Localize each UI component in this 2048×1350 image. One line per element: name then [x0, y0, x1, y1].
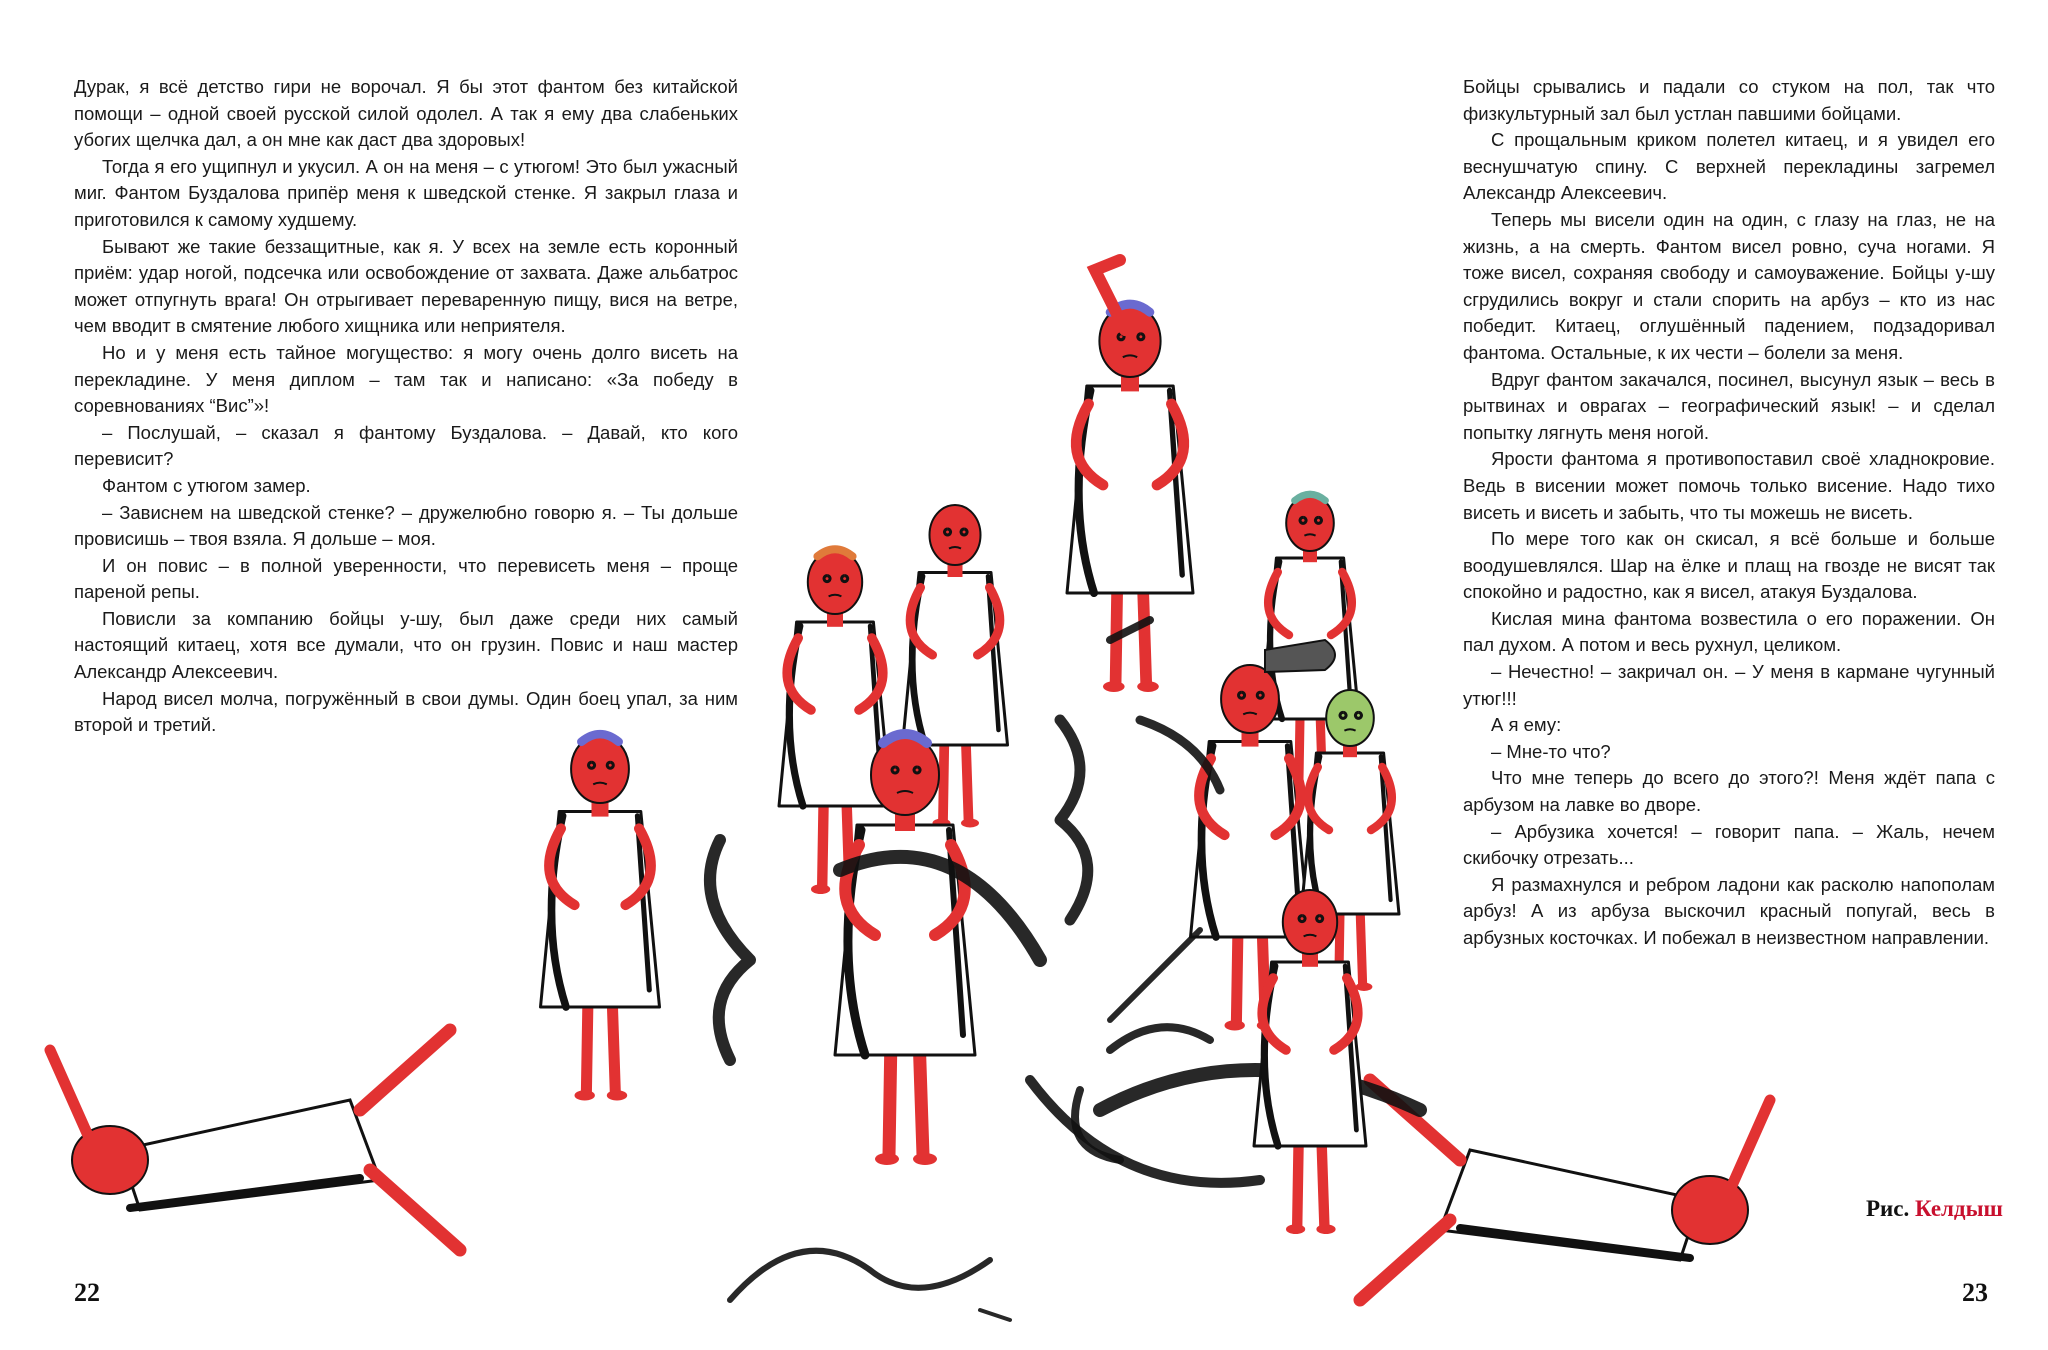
- ink-brush-stroke: [710, 840, 750, 1060]
- paragraph: Дурак, я всё детство гири не ворочал. Я бы этот фантом без китайской помощи – одной своей русской силой одолел. А так я ему два слабеньких убогих щелчка дал, а он мне как даст два здоровых!: [74, 76, 738, 151]
- fighter-head: [1326, 690, 1374, 746]
- ink-brush-stroke: [1110, 1027, 1210, 1050]
- ink-brush-stroke: [730, 1251, 990, 1300]
- fighter-foot: [1137, 681, 1159, 692]
- ink-brush-stroke: [980, 1310, 1010, 1320]
- ink-brush-stroke: [1060, 720, 1088, 920]
- paragraph: Вдруг фантом закачался, посинел, высунул язык – весь в рытвинах и оврагах – географический язык! – и сделал попытку лягнуть меня ногой.: [1463, 368, 1995, 443]
- fallen-arm: [1730, 1100, 1770, 1190]
- paragraph: – Арбузика хочется! – говорит папа. – Жаль, нечем скибочку отрезать...: [1463, 820, 1995, 869]
- paragraph: – Нечестно! – закричал он. – У меня в кармане чугунный утюг!!!: [1463, 661, 1995, 709]
- paragraph: С прощальным криком полетел китаец, и я увидел его веснушчатую спину. С верхней перекладины загремел Александр Алексеевич.: [1463, 129, 1995, 204]
- fallen-legs: [360, 1030, 460, 1250]
- right-page-text: [1463, 74, 1995, 952]
- paragraph: Ярости фантома я противопоставил своё хладнокровие. Ведь в висении может помочь только висение. Надо тихо висеть и висеть и забыть, что ты можешь не висеть.: [1463, 448, 1995, 523]
- paragraph: Кислая мина фантома возвестила о его поражении. Он пал духом. А потом и весь рухнул, целиком.: [1463, 607, 1995, 656]
- paragraph: И он повис – в полной уверенности, что перевисеть меня – проще пареной репы.: [74, 554, 738, 603]
- paragraph: А я ему:: [1491, 714, 1562, 736]
- fighter-foot: [875, 1153, 899, 1165]
- paragraph: Народ висел молча, погружённый в свои думы. Один боец упал, за ним второй и третий.: [74, 687, 738, 736]
- fighter-head: [1221, 665, 1279, 733]
- fighter-foot: [575, 1090, 595, 1100]
- fighter-foot: [1286, 1224, 1305, 1234]
- paragraph: Теперь мы висели один на один, с глазу на глаз, не на жизнь, а на смерть. Фантом висел ровно, суча ногами. Я тоже висел, сохраняя свободу и самоуважение. Бойцы у-шу сгрудились вокруг и стали спорить на арбуз – кто из нас победит. Китаец, оглушённый падением, подзадоривал фантома. Остальные, к их чести – болели за меня.: [1463, 208, 1995, 363]
- credit-artist: Келдыш: [1915, 1196, 2003, 1221]
- fighter-foot: [607, 1090, 627, 1100]
- paragraph: – Мне-то что?: [1491, 740, 1611, 762]
- fallen-arm: [50, 1050, 90, 1140]
- paragraph: – Зависнем на шведской стенке? – дружелюбно говорю я. – Ты дольше провисишь – твоя взяла. Я дольше – моя.: [74, 501, 738, 550]
- fighter-foot: [1103, 681, 1125, 692]
- fighter-foot: [1316, 1224, 1335, 1234]
- fighter-foot: [811, 884, 830, 894]
- left-page-text: [74, 74, 738, 739]
- ink-brush-stroke: [1110, 930, 1200, 1020]
- paragraph: Тогда я его ущипнул и укусил. А он на меня – с утюгом! Это был ужасный миг. Фантом Буздалова припёр меня к шведской стенке. Я закрыл глаза и приготовился к самому худшему.: [74, 155, 738, 230]
- paragraph: Повисли за компанию бойцы у-шу, был даже среди них самый настоящий китаец, хотя все думали, что он грузин. Повис и наш мастер Александр Алексеевич.: [74, 607, 738, 683]
- paragraph: – Послушай, – сказал я фантому Буздалова. – Давай, кто кого перевисит?: [74, 421, 738, 470]
- credit-prefix: Рис.: [1866, 1196, 1910, 1221]
- illustrator-credit: [1866, 1196, 2003, 1222]
- page-number-left: 22: [74, 1278, 100, 1307]
- fighter-head: [930, 505, 981, 565]
- fighter-foot: [961, 819, 979, 828]
- fighter-foot: [1356, 983, 1373, 991]
- paragraph: Но и у меня есть тайное могущество: я могу очень долго висеть на перекладине. У меня диплом – там так и написано: «За победу в соревнованиях “Вис”»!: [74, 341, 738, 417]
- fighter-foot: [1225, 1020, 1245, 1030]
- paragraph: Я размахнулся и ребром ладони как расколю напополам арбуз! А из арбуза выскочил красный попугай, весь в арбузных косточках. И побежал в неизвестном направлении.: [1463, 873, 1995, 948]
- fighter-head: [1283, 890, 1337, 954]
- paragraph: Что мне теперь до всего до этого?! Меня ждёт папа с арбузом на лавке во дворе.: [1463, 767, 1995, 816]
- paragraph: Бойцы срывались и падали со стуком на пол, так что физкультурный зал был устлан павшими бойцами.: [1463, 76, 1995, 124]
- paragraph: По мере того как он скисал, я всё больше и больше воодушевлялся. Шар на ёлке и плащ на гвозде не висят так спокойно и радостно, как я висел, атакуя Буздалова.: [1463, 528, 1995, 603]
- fighter-foot: [913, 1153, 937, 1165]
- page-number-right: 23: [1962, 1278, 1988, 1307]
- paragraph: Фантом с утюгом замер.: [102, 474, 311, 496]
- paragraph: Бывают же такие беззащитные, как я. У всех на земле есть коронный приём: удар ногой, подсечка или освобождение от захвата. Даже альбатрос может отпугнуть врага! Он отрыгивает переваренную пищу, вися на ветре, чем вводит в смятение любого хищника или неприятеля.: [74, 235, 738, 337]
